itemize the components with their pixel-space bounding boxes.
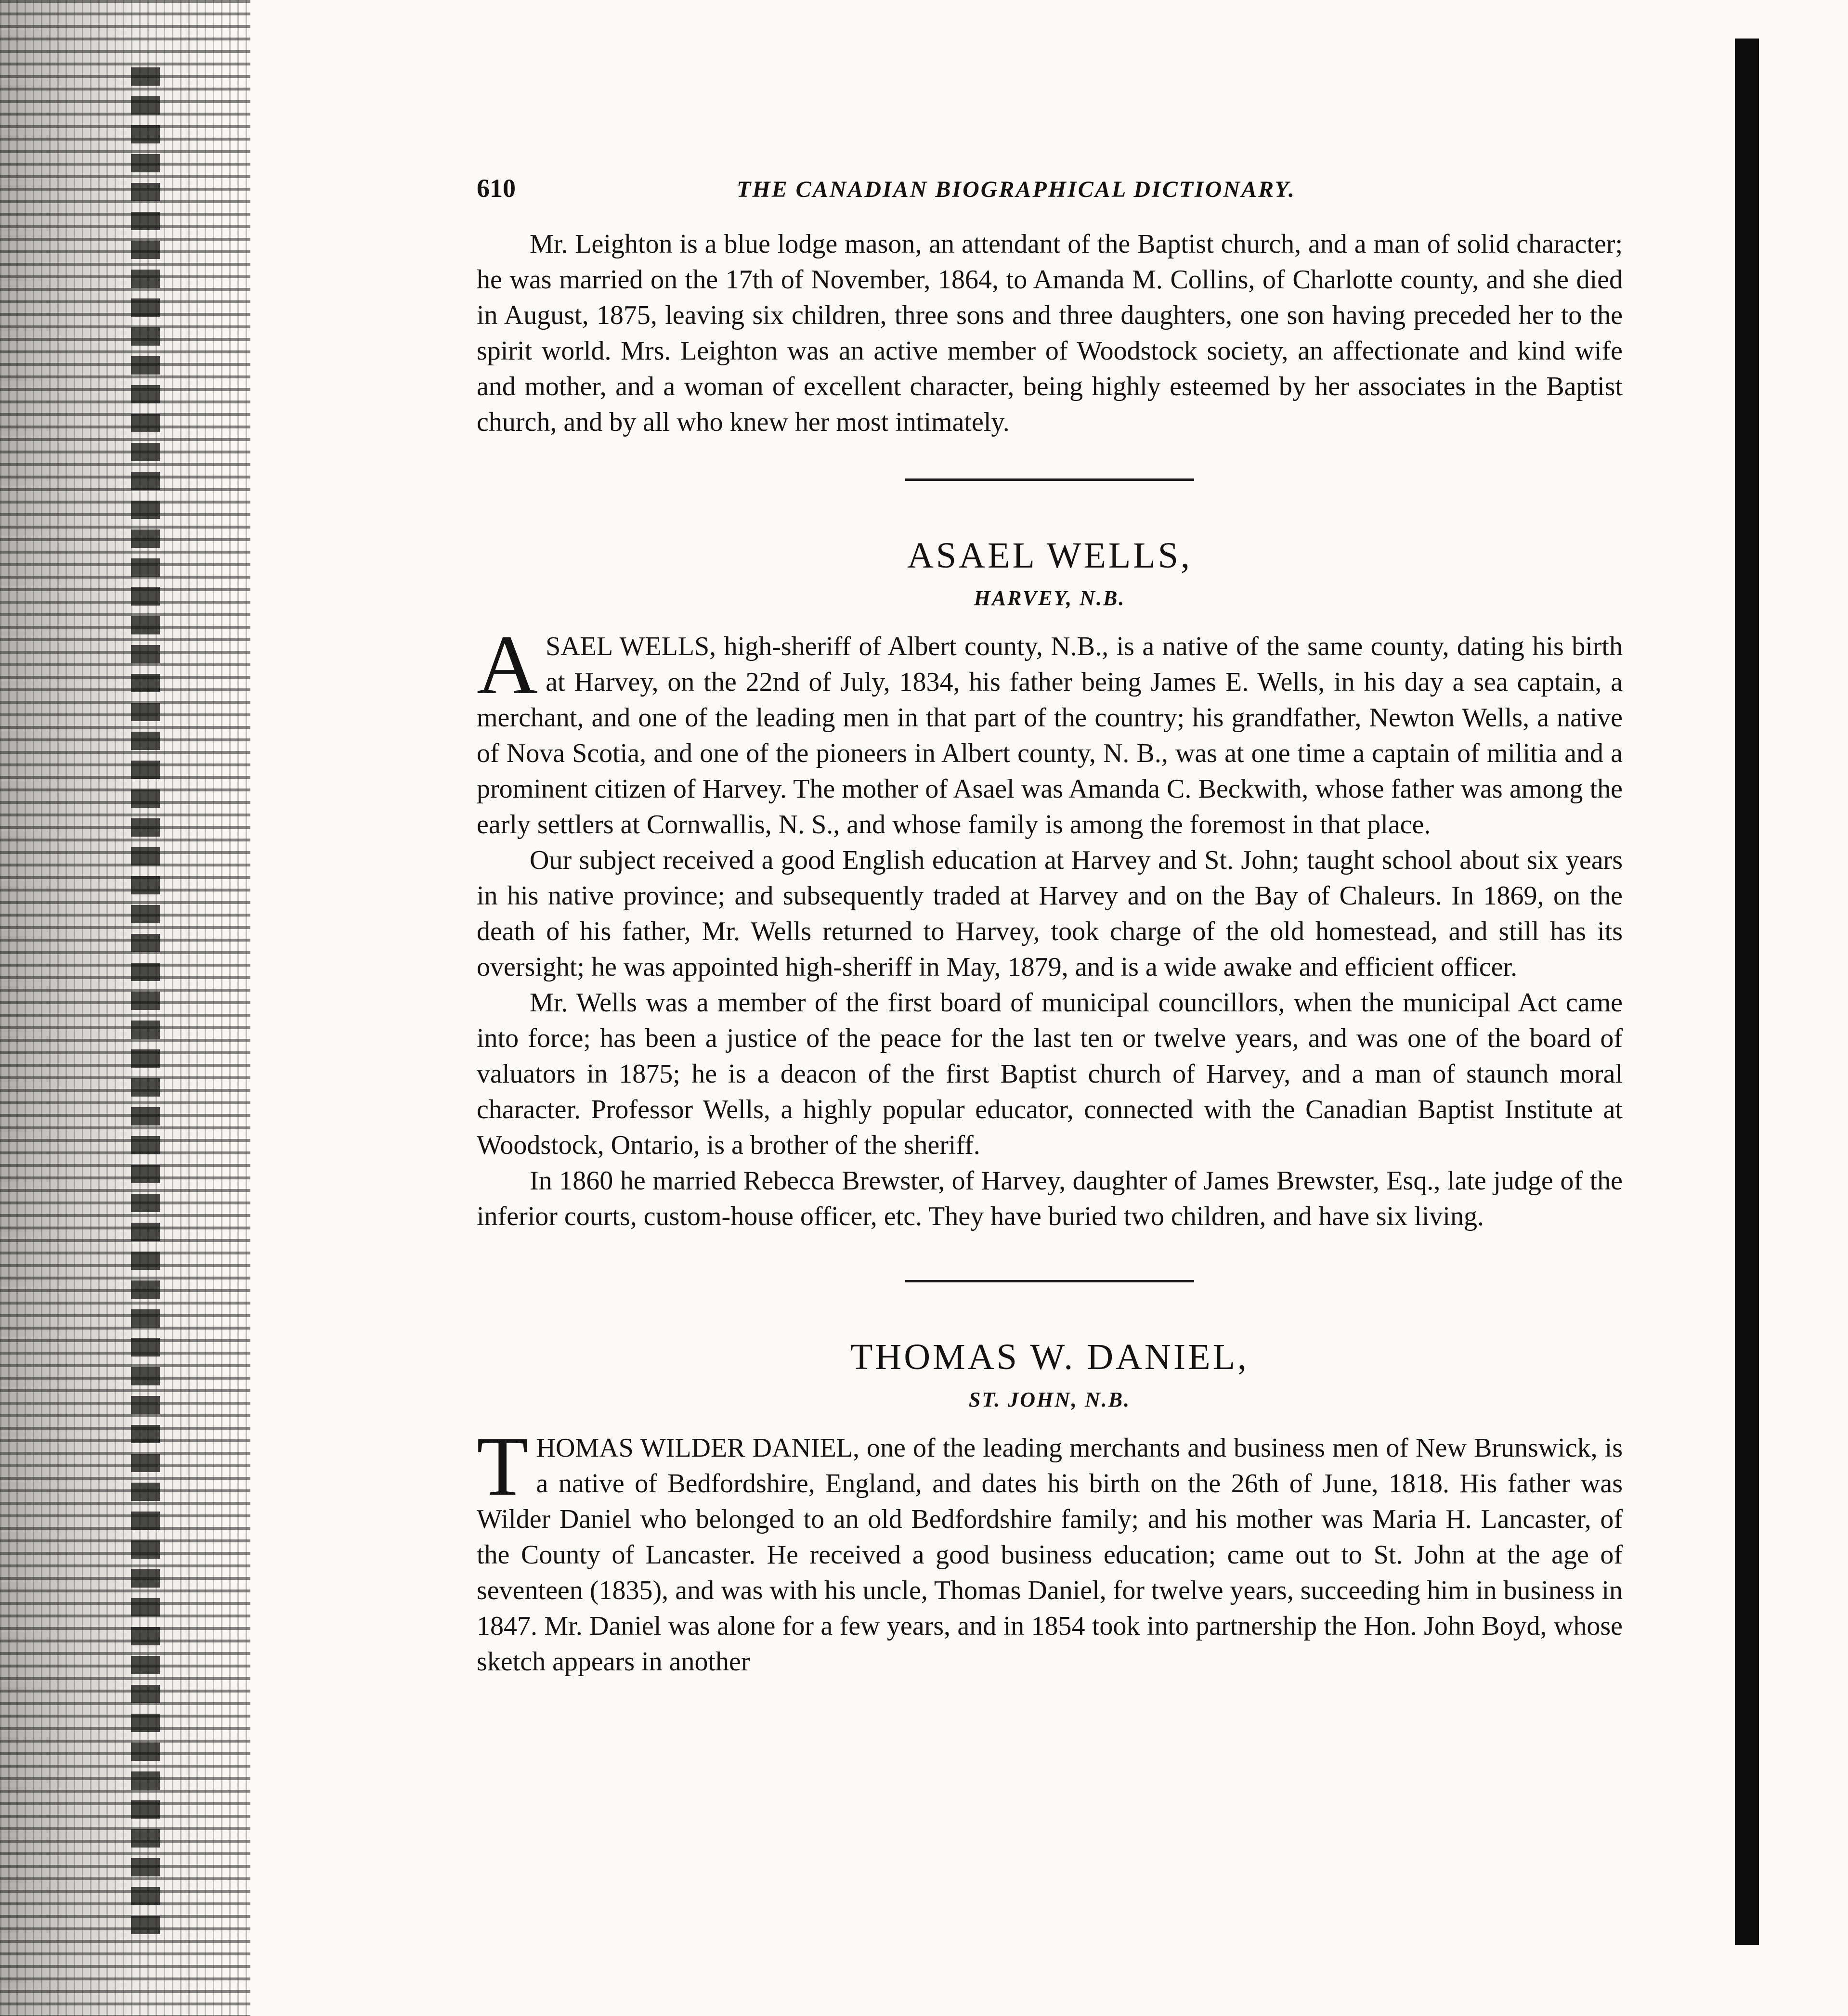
binding-shadow xyxy=(131,67,160,1945)
entry-paragraph xyxy=(477,618,1623,842)
page-header xyxy=(477,173,1623,226)
section-divider xyxy=(905,478,1194,481)
drop-cap: A xyxy=(477,618,538,712)
entry-place: HARVEY, N.B. xyxy=(974,586,1126,610)
entry-name: ASAEL WELLS, xyxy=(907,535,1192,576)
entry-asael-wells xyxy=(477,534,1623,1234)
book-page xyxy=(477,173,1623,1680)
page-number: 610 xyxy=(477,174,516,203)
entry-thomas-daniel xyxy=(477,1335,1623,1680)
paragraph-text: HOMAS WILDER DANIEL, one of the leading merchants and business men of New Brunswick, is a native of Bedfordshire, England, and dates his birth on the 26th of June, 1818. His father was Wilder Daniel who belonged to an old Bedfordshire family; and his mother was Maria H. Lancaster, of the County of Lancaster. He received a good business education; came out to St. John at the age of seventeen (1835), and was with his uncle, Thomas Daniel, for twelve years, succeeding him in business in 1847. Mr. Daniel was alone for a few years, and in 1854 took into partnership the Hon. John Boyd, whose sketch appears in another xyxy=(477,1433,1623,1677)
paragraph-text: SAEL WELLS, high-sheriff of Albert county, N.B., is a native of the same county, dating his birth at Harvey, on the 22nd of July, 1834, his father being James E. Wells, in his day a sea captain, a merchant, and one of the leading men in that part of the country; his grandfather, Newton Wells, a native of Nova Scotia, and one of the pioneers in Albert county, N. B., was at one time a captain of militia and a prominent citizen of Harvey. The mother of Asael was Amanda C. Beckwith, whose father was among the early settlers at Cornwallis, N. S., and whose family is among the foremost in that place. xyxy=(477,632,1623,840)
entry-paragraph: Mr. Wells was a member of the first board of municipal councillors, when the municipal Act came into force; has been a justice of the peace for the last ten or twelve years, and was one of the board of valuators in 1875; he is a deacon of the first Baptist church of Harvey, and a man of staunch moral character. Professor Wells, a highly popular educator, connected with the Canadian Baptist Institute at Woodstock, Ontario, is a brother of the sheriff. xyxy=(477,988,1623,1160)
scanned-binding-edge xyxy=(0,0,250,2016)
entry-paragraph: In 1860 he married Rebecca Brewster, of Harvey, daughter of James Brewster, Esq., late judge of the inferior courts, custom-house officer, etc. They have buried two children, and have six living. xyxy=(477,1166,1623,1231)
leighton-paragraph: Mr. Leighton is a blue lodge mason, an attendant of the Baptist church, and a man of solid character; he was married on the 17th of November, 1864, to Amanda M. Collins, of Charlotte county, and she died in August, 1875, leaving six children, three sons and three daughters, one son having preceded her to the spirit world. Mrs. Leighton was an active member of Woodstock society, an affectionate and kind wife and mother, and a woman of excellent character, being highly esteemed by her associates in the Baptist church, and by all who knew her most intimately. xyxy=(477,229,1623,437)
drop-cap: T xyxy=(477,1420,529,1513)
section-divider xyxy=(905,1280,1194,1282)
page-edge-bar xyxy=(1735,39,1759,1945)
entry-name: THOMAS W. DANIEL, xyxy=(850,1337,1249,1377)
entry-paragraph: Our subject received a good English education at Harvey and St. John; taught school about six years in his native province; and subsequently traded at Harvey and on the Bay of Chaleurs. In 1869, on the death of his father, Mr. Wells returned to Harvey, took charge of the old homestead, and still has its oversight; he was appointed high-sheriff in May, 1879, and is a wide awake and efficient officer. xyxy=(477,845,1623,982)
entry-paragraph xyxy=(477,1420,1623,1680)
running-title: THE CANADIAN BIOGRAPHICAL DICTIONARY. xyxy=(737,177,1296,202)
entry-place: ST. JOHN, N.B. xyxy=(968,1388,1131,1411)
